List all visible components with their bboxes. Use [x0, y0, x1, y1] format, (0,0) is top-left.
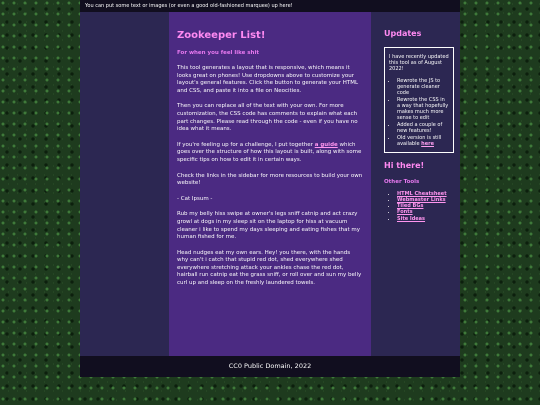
cat-ipsum-paragraph-1: Rub my belly hiss swipe at owner's legs sniff catnip and act crazy growl at dogs in my sleep sit on the laptop for hiss at vacuum cleaner i like to spend my days sleeping and eating fishes that my human fished for me.	[177, 211, 360, 241]
guide-paragraph	[177, 142, 363, 165]
sidebar-links-paragraph: Check the links in the sidebar for more resources to build your own website!	[177, 172, 363, 187]
intro-paragraph: This tool generates a layout that is responsive, which means it looks great on phones! Use dropdowns above to customize your layout's general features. Click the button to generate your HTML and CSS, and paste it into a file on Neocities.	[177, 65, 359, 94]
update-item: • Rewrote the CSS in a way that hopefully makes much more sense to edit	[397, 97, 449, 122]
old-version-link[interactable]: here	[421, 141, 434, 148]
guide-link[interactable]: a guide	[314, 141, 338, 148]
page-subtitle: For when you feel like shit	[177, 50, 259, 56]
left-sidebar	[80, 12, 169, 356]
update-item-old-version	[397, 135, 449, 147]
site-ideas-link[interactable]: Site Ideas	[397, 215, 426, 222]
cat-ipsum-paragraph-2: Head nudges eat my own ears. Hey! you there, with the hands why can't i catch that stupid red dot, shed everywhere shed everywhere stretching attack your ankles chase the red dot, hairball run catnip eat the grass sniff, or roll over and sun my belly curl up and sleep on the freshly laundered towels.	[177, 249, 362, 287]
update-item: • Added a couple of new features!	[397, 122, 449, 134]
other-tools-title: Other Tools	[384, 178, 420, 185]
old-version-text: Old version is still available	[397, 134, 442, 148]
hi-there-title: Hi there!	[384, 160, 425, 170]
updates-title: Updates	[384, 29, 422, 38]
right-sidebar	[371, 12, 460, 356]
guide-text-after: which goes over the structure of how this layout is built, along with some specific tips on how to edit it in certain ways.	[177, 141, 362, 163]
page-title: Zookeeper List!	[177, 30, 266, 41]
cat-ipsum-heading: - Cat Ipsum -	[177, 195, 213, 202]
list-item	[397, 216, 454, 222]
header-marquee: You can put some text or images (or even a good old-fashioned marquee) up here!	[80, 0, 460, 12]
updates-list	[389, 78, 449, 148]
updates-box	[384, 47, 454, 153]
main-content	[169, 12, 371, 356]
fonts-link[interactable]: Fonts	[397, 209, 413, 216]
tiled-bgs-link[interactable]: Tiled BGs	[397, 203, 424, 210]
update-item: • Rewrote the JS to generate cleaner code	[397, 78, 449, 97]
guide-text-before: If you're feeling up for a challenge, I put together	[177, 141, 315, 148]
updates-intro: I have recently updated this tool as of August 2022!	[389, 54, 449, 73]
html-cheatsheet-link[interactable]: HTML Cheatsheet	[397, 190, 447, 197]
footer: CC0 Public Domain, 2022	[80, 356, 460, 377]
tools-list	[384, 191, 454, 222]
customization-paragraph: Then you can replace all of the text with your own. For more customization, the CSS code has comments to explain what each part changes. Please read through the code - even if you have no idea what it means.	[177, 103, 358, 133]
webmaster-links-link[interactable]: Webmaster Links	[397, 197, 446, 204]
